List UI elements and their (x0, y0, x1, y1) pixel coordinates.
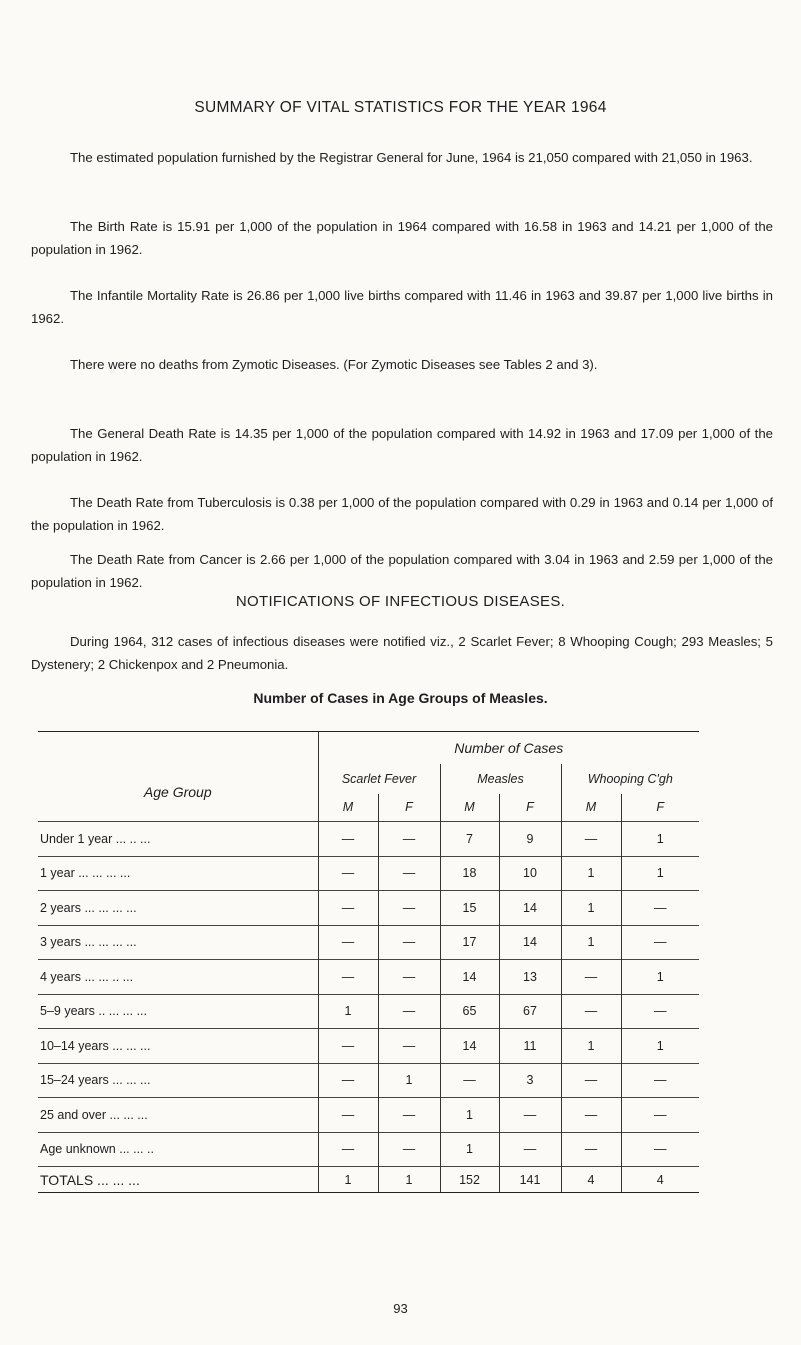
age-group-label: 5–9 years .. ... ... ... (38, 994, 318, 1029)
case-count-cell: — (318, 1098, 378, 1133)
table-row (38, 1098, 699, 1133)
case-count-cell: 3 (499, 1063, 561, 1098)
measles-age-table (38, 731, 699, 1193)
paragraph-infantile-mortality: The Infantile Mortality Rate is 26.86 per 1,000 live births compared with 11.46 in 1963 and 39.87 per 1,000 live births in 1962. (31, 288, 773, 326)
age-group-header: Age Group (143, 784, 212, 801)
case-count-cell: 14 (440, 960, 499, 995)
case-count-cell: — (621, 1132, 699, 1167)
case-count-cell: 1 (318, 994, 378, 1029)
case-count-cell: 1 (561, 925, 621, 960)
case-count-cell: 65 (440, 994, 499, 1029)
case-count-cell: — (378, 1098, 440, 1133)
table-row (38, 1063, 699, 1098)
case-count-cell: — (561, 1063, 621, 1098)
case-count-cell: 11 (499, 1029, 561, 1064)
case-count-cell: — (561, 960, 621, 995)
case-count-cell: 67 (499, 994, 561, 1029)
case-count-cell: 1 (621, 1029, 699, 1064)
case-count-cell: — (378, 856, 440, 891)
case-count-cell: 1 (561, 891, 621, 926)
case-count-cell: — (621, 1063, 699, 1098)
case-count-cell: 1 (561, 856, 621, 891)
age-group-label: 3 years ... ... ... ... (38, 925, 318, 960)
case-count-cell: — (621, 1098, 699, 1133)
case-count-cell: — (378, 960, 440, 995)
case-count-cell: — (378, 925, 440, 960)
totals-label: TOTALS ... ... ... (38, 1167, 318, 1193)
paragraph-general-death-rate: The General Death Rate is 14.35 per 1,000 of the population compared with 14.92 in 1963 and 17.09 per 1,000 of the population in 1962. (31, 426, 773, 464)
table-row (38, 891, 699, 926)
case-count-cell: — (561, 1098, 621, 1133)
age-group-label: Age unknown ... ... .. (38, 1132, 318, 1167)
total-cell: 152 (440, 1167, 499, 1193)
table-row (38, 1029, 699, 1064)
paragraph-tuberculosis: The Death Rate from Tuberculosis is 0.38 per 1,000 of the population compared with 0.29 in 1963 and 0.14 per 1,000 of the population in 1962. (31, 495, 773, 533)
paragraph-population: The estimated population furnished by the Registrar General for June, 1964 is 21,050 compared with 21,050 in 1963. (70, 150, 753, 165)
case-count-cell: 7 (440, 822, 499, 857)
sex-header: F (499, 794, 561, 822)
age-group-label: 2 years ... ... ... ... (38, 891, 318, 926)
table-row (38, 960, 699, 995)
table-row (38, 925, 699, 960)
case-count-cell: 1 (621, 822, 699, 857)
case-count-cell: — (440, 1063, 499, 1098)
total-cell: 1 (318, 1167, 378, 1193)
total-cell: 4 (561, 1167, 621, 1193)
whooping-cough-header: Whooping C'gh (561, 764, 699, 794)
case-count-cell: 1 (378, 1063, 440, 1098)
totals-row (38, 1167, 699, 1193)
case-count-cell: 1 (621, 960, 699, 995)
measles-header: Measles (440, 764, 561, 794)
case-count-cell: 17 (440, 925, 499, 960)
case-count-cell: — (499, 1132, 561, 1167)
sex-header: M (318, 794, 378, 822)
sex-header: M (561, 794, 621, 822)
age-group-label: 10–14 years ... ... ... (38, 1029, 318, 1064)
case-count-cell: 15 (440, 891, 499, 926)
case-count-cell: — (318, 822, 378, 857)
case-count-cell: 1 (440, 1132, 499, 1167)
case-count-cell: — (621, 925, 699, 960)
case-count-cell: — (378, 1132, 440, 1167)
case-count-cell: — (378, 891, 440, 926)
notifications-heading: NOTIFICATIONS OF INFECTIOUS DISEASES. (235, 593, 566, 610)
page-title: SUMMARY OF VITAL STATISTICS FOR THE YEAR 1964 (194, 99, 607, 116)
paragraph-birth-rate: The Birth Rate is 15.91 per 1,000 of the population in 1964 compared with 16.58 in 1963 and 14.21 per 1,000 of the population in 1962. (31, 219, 773, 257)
case-count-cell: — (561, 822, 621, 857)
paragraph-cancer: The Death Rate from Cancer is 2.66 per 1,000 of the population compared with 3.04 in 1963 and 2.59 per 1,000 of the population in 1962. (31, 552, 773, 590)
page-number: 93 (393, 1301, 408, 1316)
case-count-cell: 1 (561, 1029, 621, 1064)
case-count-cell: — (378, 994, 440, 1029)
sex-header: M (440, 794, 499, 822)
case-count-cell: — (621, 994, 699, 1029)
age-group-label: 25 and over ... ... ... (38, 1098, 318, 1133)
scarlet-fever-header: Scarlet Fever (318, 764, 440, 794)
case-count-cell: — (318, 856, 378, 891)
case-count-cell: 14 (499, 891, 561, 926)
total-cell: 141 (499, 1167, 561, 1193)
case-count-cell: 1 (621, 856, 699, 891)
age-group-label: 1 year ... ... ... ... (38, 856, 318, 891)
case-count-cell: 10 (499, 856, 561, 891)
case-count-cell: — (621, 891, 699, 926)
case-count-cell: 1 (440, 1098, 499, 1133)
case-count-cell: — (499, 1098, 561, 1133)
case-count-cell: — (318, 891, 378, 926)
total-cell: 1 (378, 1167, 440, 1193)
age-group-label: 15–24 years ... ... ... (38, 1063, 318, 1098)
table-row (38, 822, 699, 857)
case-count-cell: 14 (440, 1029, 499, 1064)
case-count-cell: — (378, 822, 440, 857)
paragraph-zymotic: There were no deaths from Zymotic Diseases. (For Zymotic Diseases see Tables 2 and 3). (70, 357, 598, 372)
case-count-cell: — (561, 1132, 621, 1167)
table-row (38, 856, 699, 891)
age-group-label: 4 years ... ... .. ... (38, 960, 318, 995)
paragraph-notifications: During 1964, 312 cases of infectious diseases were notified viz., 2 Scarlet Fever; 8 Whooping Cough; 293 Measles; 5 Dystenery; 2 Chickenpox and 2 Pneumonia. (31, 634, 773, 672)
case-count-cell: — (318, 925, 378, 960)
case-count-cell: 18 (440, 856, 499, 891)
case-count-cell: 9 (499, 822, 561, 857)
case-count-cell: 13 (499, 960, 561, 995)
age-group-label: Under 1 year ... .. ... (38, 822, 318, 857)
case-count-cell: — (318, 960, 378, 995)
table-caption: Number of Cases in Age Groups of Measles. (253, 690, 548, 706)
total-cell: 4 (621, 1167, 699, 1193)
case-count-cell: — (561, 994, 621, 1029)
sex-header: F (621, 794, 699, 822)
case-count-cell: 14 (499, 925, 561, 960)
case-count-cell: — (378, 1029, 440, 1064)
number-of-cases-header: Number of Cases (318, 732, 699, 764)
sex-header: F (378, 794, 440, 822)
case-count-cell: — (318, 1063, 378, 1098)
case-count-cell: — (318, 1029, 378, 1064)
table-row (38, 994, 699, 1029)
case-count-cell: — (318, 1132, 378, 1167)
table-row (38, 1132, 699, 1167)
